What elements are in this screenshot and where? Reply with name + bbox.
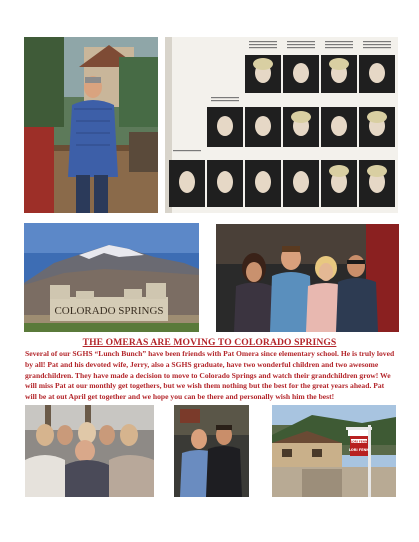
realtor-sign-top-text: LORI FENN — [350, 439, 368, 444]
article-line: will be at out April get together and we hope you can be there and personally wish him the best! — [25, 392, 335, 402]
photo-colorado-springs-sign — [24, 223, 199, 332]
photo-pat-on-deck — [24, 37, 158, 213]
article-line: will miss Pat at our monthly get togethers, but we wish them nothing but the best for the great years ahead. Pat — [25, 381, 385, 391]
photo-family-group — [216, 224, 399, 332]
photo-yearbook-page — [165, 37, 398, 213]
photo-house-for-sale — [272, 405, 396, 497]
article-line: by all! Pat and his devoted wife, Jerry, also a SGHS graduate, have two wonderful children and two awesome — [25, 359, 379, 369]
article-body — [25, 349, 395, 403]
realtor-sign-name: LORI FENN — [348, 448, 370, 452]
article-headline: THE OMERAS ARE MOVING TO COLORADO SPRINGS — [82, 337, 337, 348]
photo-two-men — [174, 405, 249, 497]
photo-lunch-bunch-group — [25, 405, 154, 497]
article-line: grandchildren. They have made a decision to move to Colorado Springs and watch their grandchildren grow! We — [25, 370, 391, 380]
sign-lettering: COLORADO SPRINGS — [54, 305, 164, 317]
article-line: Several of our SGHS “Lunch Bunch” have been friends with Pat Omera since elementary school. He is truly loved — [25, 349, 395, 358]
